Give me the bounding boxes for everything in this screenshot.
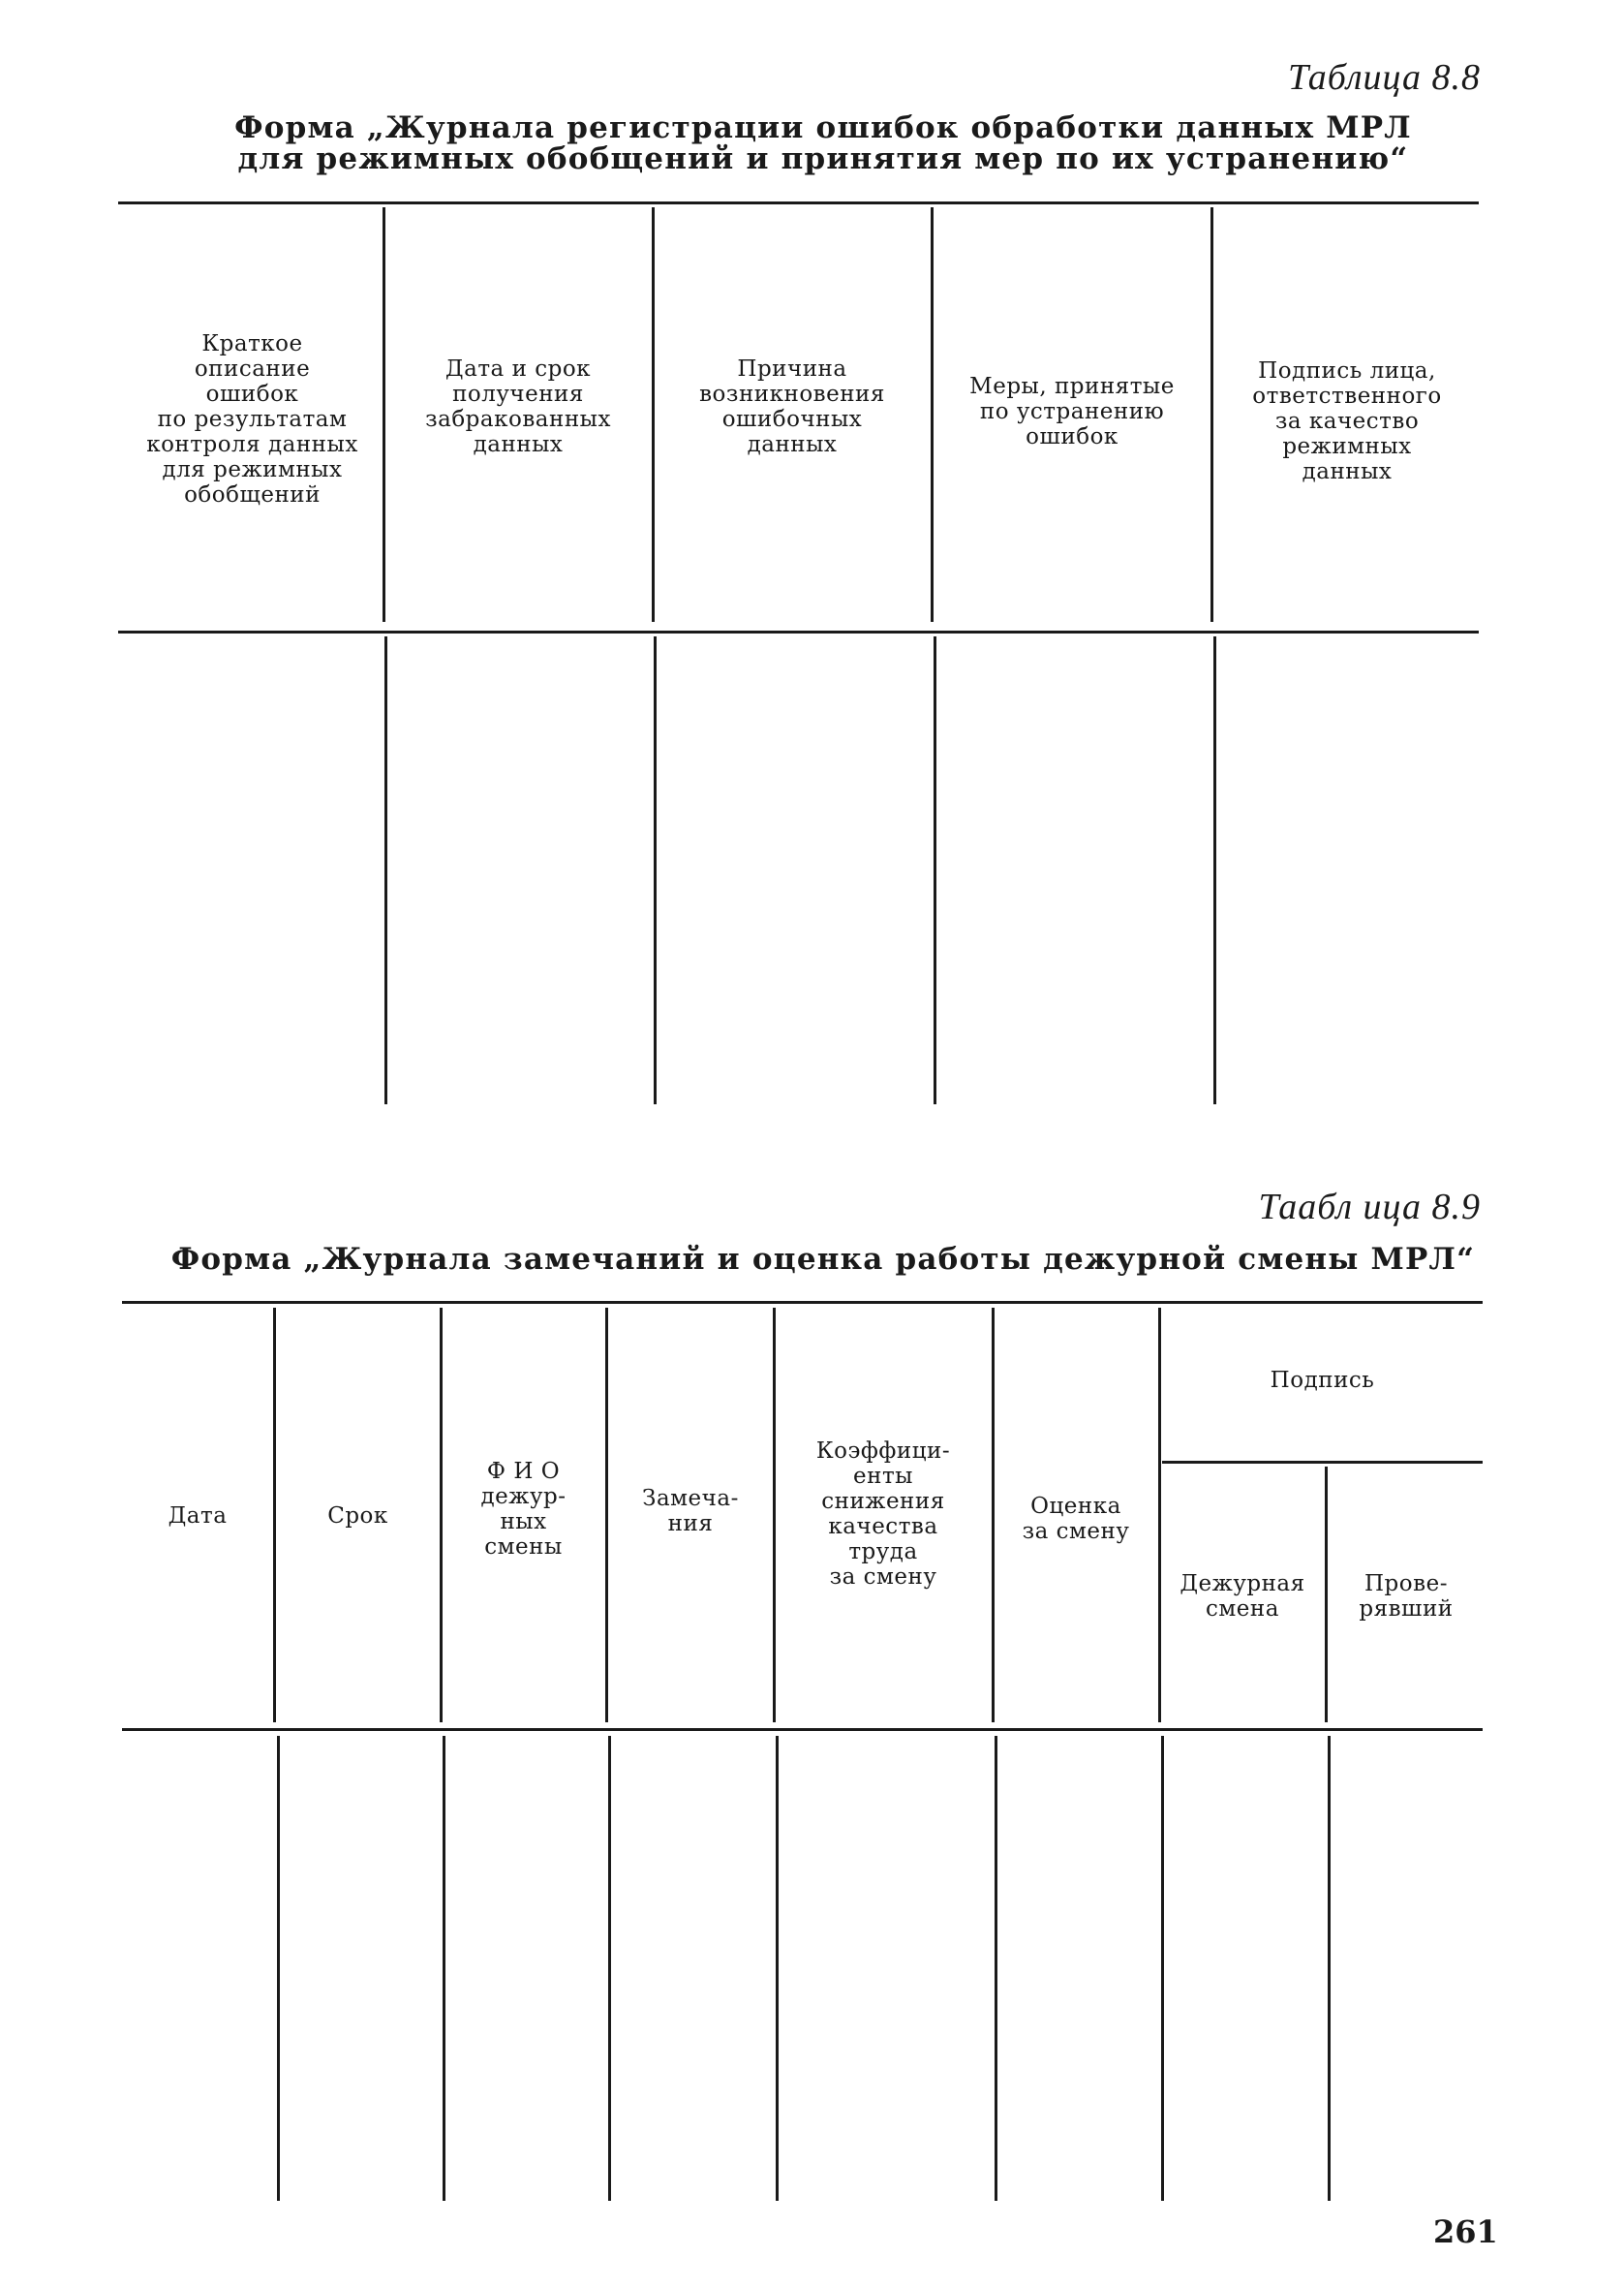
column-divider: [1213, 636, 1216, 1104]
column-header-inspector: Прове- рявший: [1359, 1571, 1454, 1622]
column-header-cause: Причина возникновения ошибочных данных: [699, 356, 885, 457]
column-divider: [443, 1736, 445, 2201]
column-divider: [384, 636, 387, 1104]
column-divider: [277, 1736, 280, 2201]
column-divider: [440, 1308, 443, 1722]
column-divider: [1158, 1308, 1161, 1722]
table-title-8-8: [194, 112, 1453, 174]
column-divider: [605, 1308, 608, 1722]
column-divider: [1328, 1736, 1331, 2201]
table-header-rule: [118, 631, 1479, 634]
column-header-remarks: Замеча- ния: [642, 1486, 739, 1536]
table-top-rule: [118, 201, 1479, 204]
column-divider: [776, 1736, 779, 2201]
page-number: 261: [1433, 2213, 1498, 2250]
table-title-line-2: для режимных обобщений и принятия мер по их устранению“: [237, 141, 1409, 176]
table-header-rule: [122, 1728, 1483, 1731]
column-header-description: Краткое описание ошибок по результатам контроля данных для режимных обобщений: [146, 331, 358, 508]
column-header-coefficients: Коэффици- енты снижения качества труда за смену: [815, 1438, 951, 1590]
signature-group-rule: [1162, 1461, 1483, 1464]
column-divider: [652, 207, 655, 622]
column-divider: [383, 207, 385, 622]
column-divider: [992, 1308, 995, 1722]
column-header-signature-group: Подпись: [1270, 1368, 1375, 1393]
table-title-8-9: Форма „Журнала замечаний и оценка работы дежурной смены МРЛ“: [170, 1242, 1476, 1277]
column-header-date: Дата: [168, 1503, 228, 1529]
column-header-date: Дата и срок получения забракованных данных: [425, 356, 611, 457]
column-header-measures: Меры, принятые по устранению ошибок: [969, 374, 1175, 449]
column-divider: [608, 1736, 611, 2201]
column-divider: [273, 1308, 276, 1722]
column-header-time: Срок: [327, 1503, 388, 1529]
column-divider: [1161, 1736, 1164, 2201]
column-header-signature: Подпись лица, ответственного за качество режимных данных: [1252, 358, 1442, 484]
table-caption-8-9: Таабл ица 8.9: [1258, 1187, 1481, 1227]
column-header-duty-shift: Дежурная смена: [1180, 1571, 1305, 1622]
column-divider: [1325, 1467, 1328, 1722]
column-divider: [773, 1308, 776, 1722]
column-divider: [931, 207, 934, 622]
column-header-shift-score: Оценка за смену: [1022, 1494, 1130, 1544]
column-divider: [654, 636, 657, 1104]
table-title-line-1: Форма „Журнала регистрации ошибок обработки данных МРЛ: [234, 110, 1412, 145]
table-caption-8-8: Таблица 8.8: [1288, 57, 1481, 98]
column-header-crew-names: Ф И О дежур- ных смены: [480, 1459, 567, 1560]
column-divider: [1210, 207, 1213, 622]
table-top-rule: [122, 1301, 1483, 1304]
column-divider: [934, 636, 936, 1104]
column-divider: [995, 1736, 997, 2201]
